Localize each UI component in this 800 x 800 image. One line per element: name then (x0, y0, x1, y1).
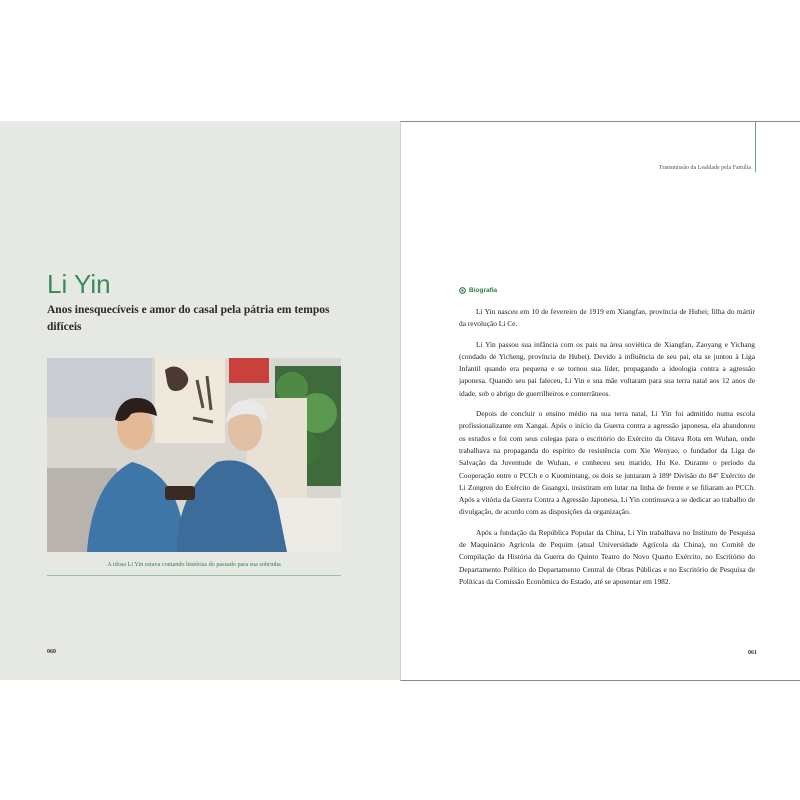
running-head: Transmissão da Lealdade pela Família (658, 165, 751, 171)
section-label: Biografia (469, 287, 498, 294)
red-banner (229, 358, 269, 383)
section-heading (459, 287, 497, 294)
photo-two-women (47, 358, 341, 552)
page-subtitle: Anos inesquecíveis e amor do casal pela pátria em tempos difíceis (47, 304, 330, 333)
book-spread (0, 121, 800, 680)
photo-caption: A idosa Li Yin estava contando histórias do passado para sua sobrinha (107, 561, 281, 568)
object-in-hands (165, 486, 195, 500)
paragraph-3: Depois de concluir o ensino médio na sua terra natal, Li Yin foi admitido numa escola profissionalizante em Xangai. Após o início da Guerra contra a agressão japonesa, ela abandonou os estudos e foi com seus colegas para o escritório do Exército da Oitava Rota em Wuhan, onde trabalhava na propaganda do espírito de resistência com Xie Wenyao, o fundador da Liga de Salvação da Juventude de Wuhan, e conheceu seu marido, Hu Ke. Durante o período da Cooperação entre o PCCh e o Kuomintang, os dois se juntaram à 189ª Divisão do 84º Exército de Li Zongren do Exército de Guangxi, insistiram em lutar na linha de frente e se filiaram ao PCCh. Após a vitória da Guerra Contra a Agressão Japonesa, Li Yin continuava a se dedicar ao trabalho de divulgação, de acordo com as disposições da organização. (459, 409, 755, 517)
circle-bullet-icon (459, 287, 466, 294)
paragraph-2: Li Yin passou sua infância com os pais na área soviética de Xiangfan, Zaoyang e Yichang (condado de Yicheng, província de Hubei). Devido à influência de seu pai, ela se juntou à Liga Infantil quando era pequena e se tornou sua líder, propagando a ideologia contra a agressão japonesa. Quando seu pai faleceu, Li Yin e sua mãe voltaram para sua terra natal aos 12 anos de idade, sob o abrigo de guerrilheiros e conterrâneos. (459, 339, 755, 398)
page-title: Li Yin (47, 269, 111, 299)
header-rule (755, 122, 756, 172)
right-page (400, 121, 800, 681)
photo-illustration (47, 358, 341, 552)
page-number-left: 060 (47, 649, 56, 655)
paragraph-4: Após a fundação da República Popular da China, Li Yin trabalhava no Instituto de Pesquisa de Maquinário Agrícola de Pequim (atual Universidade Agrícola da China), no Comitê de Compilação da História da Guerra do Quinto Teatro do Novo Quarto Exército, no Escritório do Departamento Político do Departamento Central de Obras Públicas e no Escritório de Pesquisa de Políticas da Comissão Econômica do Estado, até se aposentar em 1982. (459, 527, 755, 586)
left-page (0, 121, 400, 680)
paragraph-1: Li Yin nasceu em 10 de fevereiro de 1919 em Xiangfan, província de Hubei; filha do mártir da revolução Li Ce. (459, 307, 755, 329)
caption-divider (47, 575, 341, 576)
biography-text (459, 306, 755, 596)
page-number-right: 061 (748, 650, 757, 656)
